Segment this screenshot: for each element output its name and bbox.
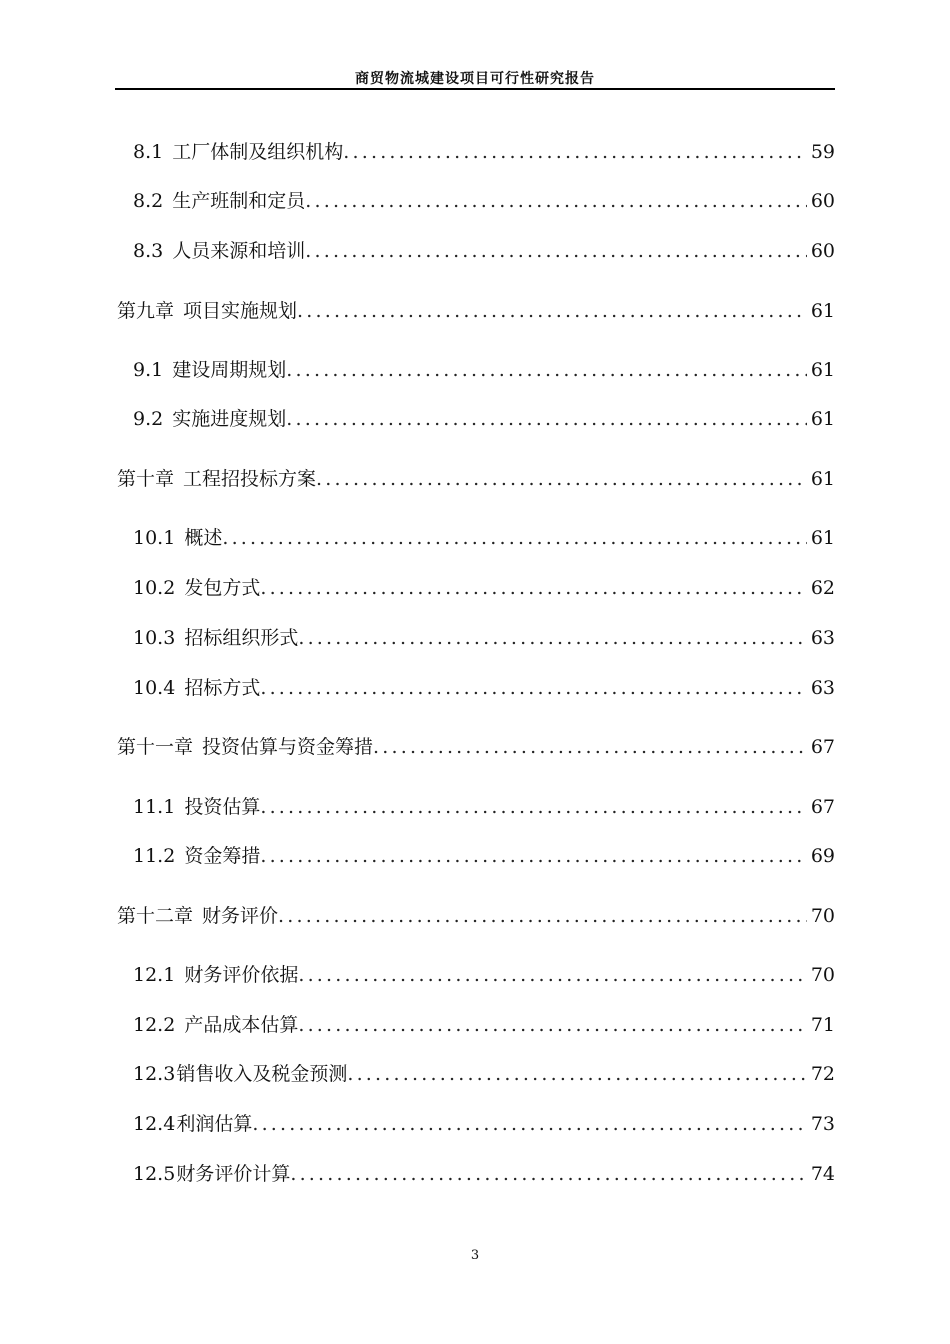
toc-entry-title: 工厂体制及组织机构: [172, 141, 344, 163]
toc-leader-dots: [290, 1159, 806, 1189]
toc-leader-dots: [305, 236, 807, 266]
toc-entry-page: 70: [810, 905, 835, 927]
toc-entry[interactable]: [117, 464, 835, 494]
toc-entry[interactable]: [117, 901, 835, 931]
toc-entry[interactable]: [133, 1109, 835, 1139]
toc-leader-dots: [343, 137, 807, 167]
toc-leader-dots: [305, 186, 807, 216]
toc-entry-page: 62: [810, 577, 835, 599]
toc-leader-dots: [373, 732, 807, 762]
toc-entry[interactable]: [133, 137, 835, 167]
toc-entry[interactable]: [133, 1010, 835, 1040]
toc-entry[interactable]: [133, 186, 835, 216]
toc-entry-number: 12.2: [133, 1014, 176, 1036]
toc-leader-dots: [286, 404, 807, 434]
toc-entry-number: 10.2: [133, 577, 176, 599]
toc-entry-number: 8.2: [133, 190, 164, 212]
toc-entry-page: 61: [810, 527, 835, 549]
toc-entry-page: 70: [810, 964, 835, 986]
toc-entry-number: 12.3: [133, 1063, 176, 1085]
toc-entry-title: 建设周期规划: [172, 359, 287, 381]
toc-entry-title: 项目实施规划: [183, 300, 298, 322]
toc-leader-dots: [298, 960, 806, 990]
toc-entry-page: 63: [810, 627, 835, 649]
toc-entry[interactable]: [133, 623, 835, 653]
toc-leader-dots: [297, 296, 807, 326]
toc-entry[interactable]: [133, 404, 835, 434]
toc-leader-dots: [278, 901, 807, 931]
toc-entry-page: 69: [810, 845, 835, 867]
toc-entry[interactable]: [133, 841, 835, 871]
toc-entry[interactable]: [133, 573, 835, 603]
toc-entry-title: 生产班制和定员: [172, 190, 306, 212]
toc-entry-page: 61: [810, 359, 835, 381]
toc-entry[interactable]: [133, 673, 835, 703]
toc-entry-page: 63: [810, 677, 835, 699]
toc-leader-dots: [298, 623, 806, 653]
toc-entry-page: 61: [810, 300, 835, 322]
toc-entry-page: 60: [810, 190, 835, 212]
toc-entry[interactable]: [133, 1159, 835, 1189]
toc-leader-dots: [260, 792, 806, 822]
toc-entry-title: 发包方式: [184, 577, 261, 599]
toc-entry[interactable]: [117, 732, 835, 762]
toc-entry-title: 财务评价计算: [176, 1163, 291, 1185]
toc-entry-page: 71: [810, 1014, 835, 1036]
toc-entry[interactable]: [133, 792, 835, 822]
toc-entry-page: 59: [810, 141, 835, 163]
toc-entry[interactable]: [133, 355, 835, 385]
toc-entry-number: 8.3: [133, 240, 164, 262]
toc-entry-title: 投资估算与资金筹措: [202, 736, 374, 758]
document-header-title: 商贸物流城建设项目可行性研究报告: [355, 71, 595, 87]
toc-entry-number: 11.1: [133, 796, 176, 818]
toc-entry-number: 10.3: [133, 627, 176, 649]
toc-entry[interactable]: [133, 523, 835, 553]
toc-leader-dots: [222, 523, 806, 553]
toc-entry-number: 12.5: [133, 1163, 176, 1185]
toc-entry-number: 11.2: [133, 845, 176, 867]
toc-entry-title: 投资估算: [184, 796, 261, 818]
toc-entry-number: 第十章: [117, 468, 175, 490]
toc-entry-title: 资金筹措: [184, 845, 261, 867]
toc-entry-number: 第十一章: [117, 736, 194, 758]
toc-leader-dots: [252, 1109, 806, 1139]
toc-leader-dots: [286, 355, 807, 385]
toc-entry-title: 人员来源和培训: [172, 240, 306, 262]
toc-entry-number: 12.1: [133, 964, 176, 986]
toc-entry-page: 60: [810, 240, 835, 262]
toc-entry-page: 74: [810, 1163, 835, 1185]
toc-entry-page: 67: [810, 736, 835, 758]
toc-entry[interactable]: [133, 960, 835, 990]
toc-entry-page: 67: [810, 796, 835, 818]
toc-entry-page: 61: [810, 468, 835, 490]
toc-entry-page: 72: [810, 1063, 835, 1085]
toc-entry-title: 概述: [184, 527, 223, 549]
toc-entry-title: 销售收入及税金预测: [176, 1063, 348, 1085]
toc-entry-page: 73: [810, 1113, 835, 1135]
toc-leader-dots: [260, 673, 806, 703]
toc-entry[interactable]: [133, 236, 835, 266]
toc-entry-number: 9.1: [133, 359, 164, 381]
toc-entry-title: 财务评价依据: [184, 964, 299, 986]
toc-entry-number: 10.4: [133, 677, 176, 699]
toc-entry-number: 第九章: [117, 300, 175, 322]
toc-entry-number: 9.2: [133, 408, 164, 430]
toc-entry-title: 招标方式: [184, 677, 261, 699]
toc-entry-title: 招标组织形式: [184, 627, 299, 649]
toc-entry-page: 61: [810, 408, 835, 430]
toc-entry-title: 利润估算: [176, 1113, 253, 1135]
toc-entry-title: 财务评价: [202, 905, 279, 927]
toc-entry-number: 12.4: [133, 1113, 176, 1135]
toc-entry-title: 工程招投标方案: [183, 468, 317, 490]
page-number: 3: [470, 1248, 480, 1263]
toc-entry-number: 第十二章: [117, 905, 194, 927]
toc-leader-dots: [260, 573, 806, 603]
toc-leader-dots: [298, 1010, 806, 1040]
toc-leader-dots: [316, 464, 807, 494]
toc-entry[interactable]: [133, 1059, 835, 1089]
toc-leader-dots: [260, 841, 806, 871]
toc-entry-number: 10.1: [133, 527, 176, 549]
toc-entry[interactable]: [117, 296, 835, 326]
toc-leader-dots: [347, 1059, 806, 1089]
toc-entry-number: 8.1: [133, 141, 164, 163]
toc-entry-title: 产品成本估算: [184, 1014, 299, 1036]
toc-entry-title: 实施进度规划: [172, 408, 287, 430]
